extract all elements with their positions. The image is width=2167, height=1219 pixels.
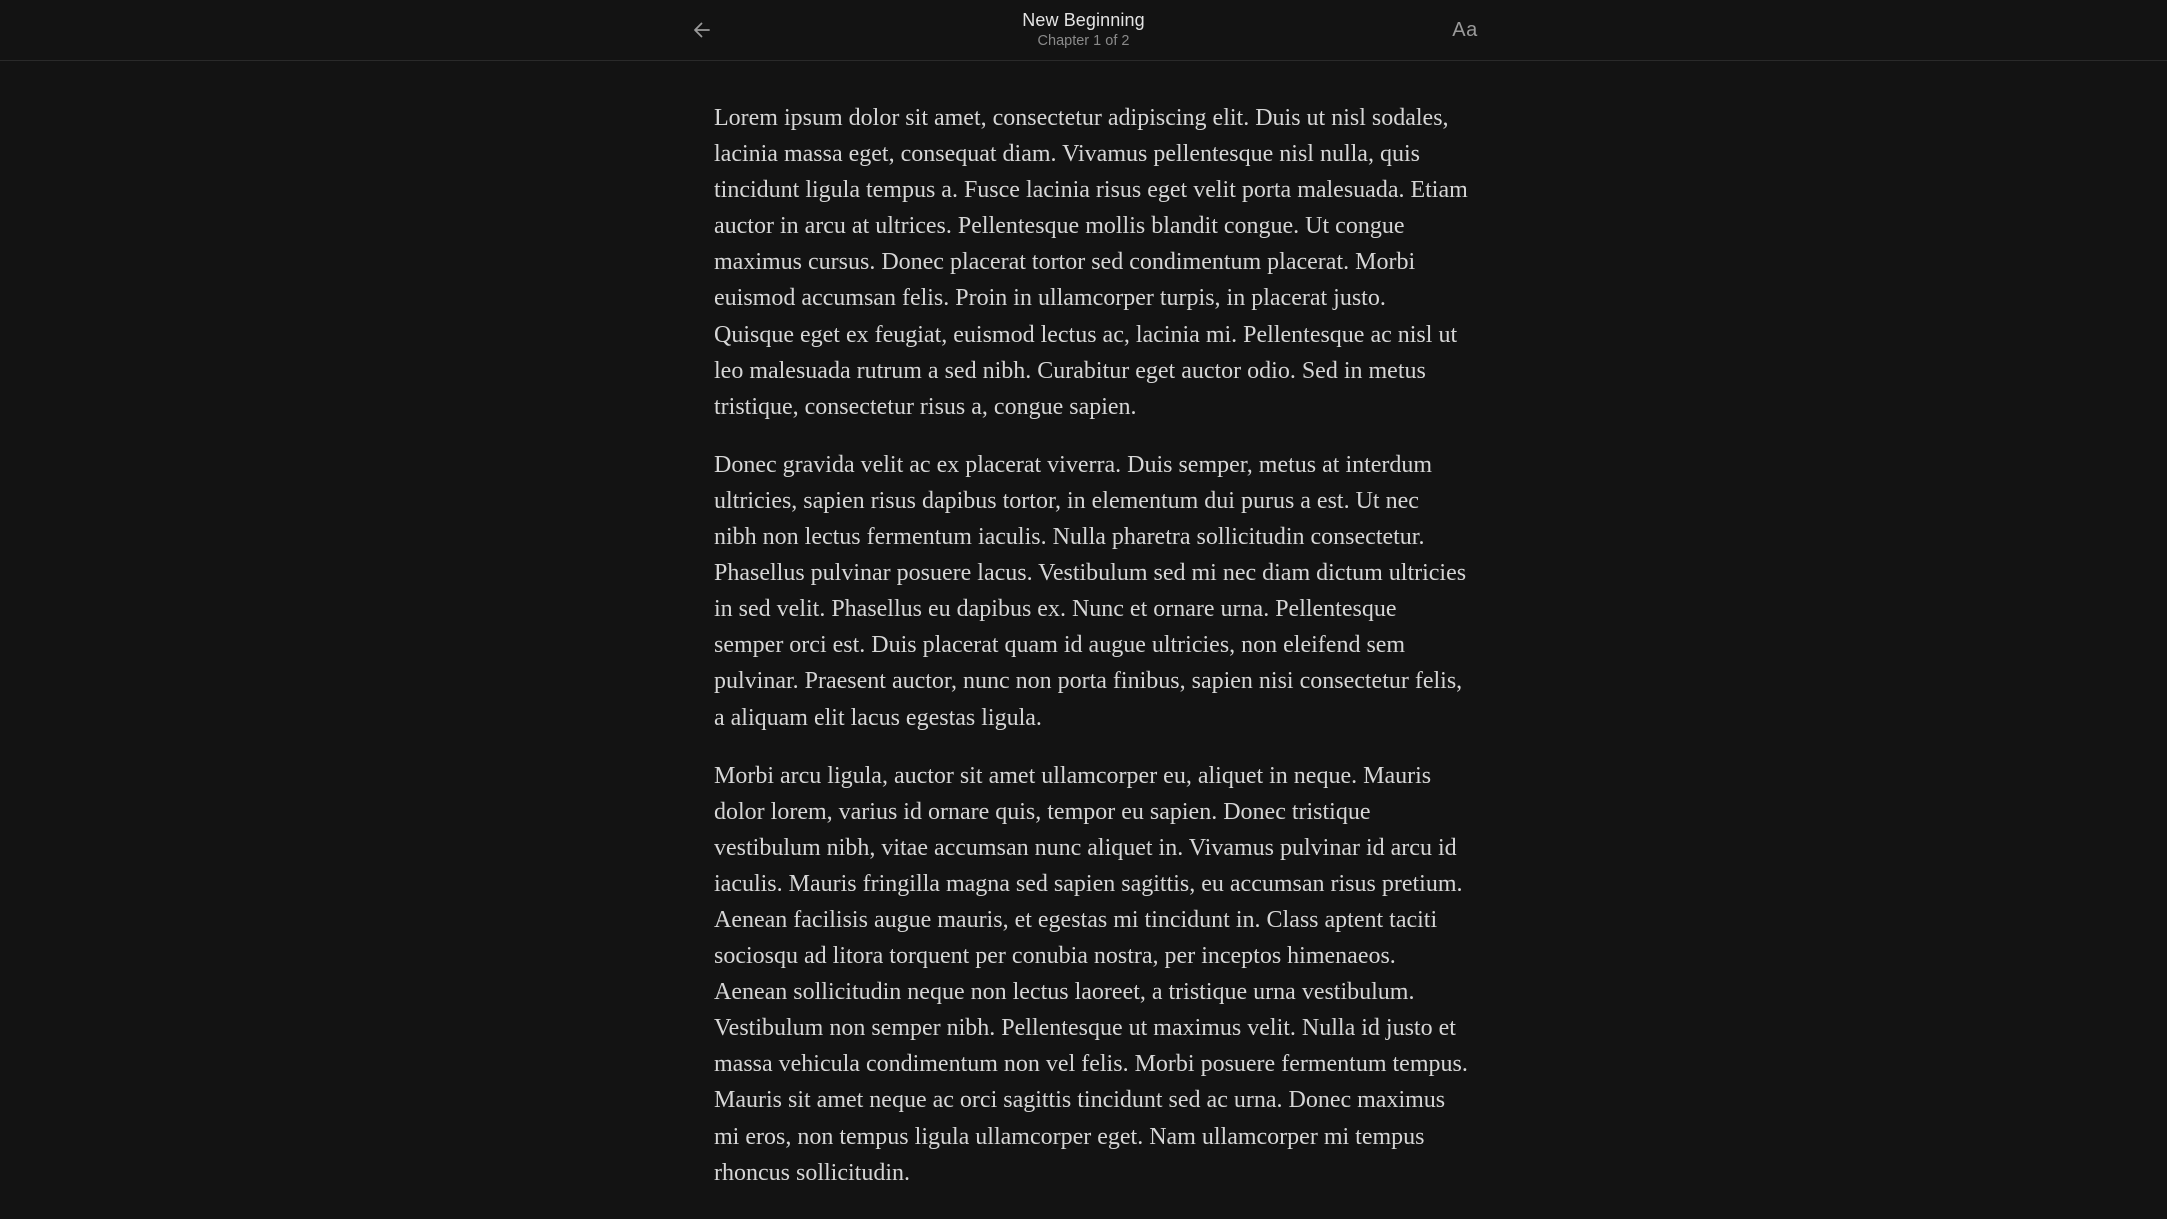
text-line: Quisque eget ex feugiat, euismod lectus ac, lacinia mi. Pellentesque ac nisl ut — [714, 321, 1458, 348]
text-line: Morbi arcu ligula, auctor sit amet ullamcorper eu, aliquet in neque. Mauris — [714, 762, 1432, 789]
text-line: rhoncus sollicitudin. — [714, 1159, 910, 1186]
text-line: iaculis. Mauris fringilla magna sed sapien sagittis, eu accumsan risus pretium. — [714, 870, 1463, 897]
text-line: tristique, consectetur risus a, congue sapien. — [714, 393, 1137, 420]
text-line: pulvinar. Praesent auctor, nunc non porta finibus, sapien nisi consectetur felis, — [714, 668, 1463, 695]
paragraph-3 — [714, 758, 1468, 1191]
text-line: lacinia massa eget, consequat diam. Vivamus pellentesque nisl nulla, quis — [714, 141, 1420, 168]
text-line: Lorem ipsum dolor sit amet, consectetur adipiscing elit. Duis ut nisl sodales, — [714, 105, 1449, 131]
text-line: Aenean facilisis augue mauris, et egestas mi tincidunt in. Class aptent taciti — [714, 906, 1438, 933]
text-line: auctor in arcu at ultrices. Pellentesque mollis blandit congue. Ut congue — [714, 213, 1405, 240]
text-line: tincidunt ligula tempus a. Fusce lacinia risus eget velit porta malesuada. Etiam — [714, 177, 1468, 204]
chapter-indicator: Chapter 1 of 2 — [1037, 33, 1130, 49]
text-size-icon: Aa — [1452, 18, 1478, 41]
paragraph-2 — [714, 447, 1467, 736]
text-line: in sed velit. Phasellus eu dapibus ex. Nunc et ornare urna. Pellentesque — [714, 596, 1397, 623]
book-title: New Beginning — [1022, 10, 1145, 30]
text-line: Donec gravida velit ac ex placerat viverra. Duis semper, metus at interdum — [714, 451, 1433, 478]
text-line: sociosqu ad litora torquent per conubia nostra, per inceptos himenaeos. — [714, 943, 1396, 970]
reader-header — [0, 0, 2167, 61]
arrow-left-icon — [692, 20, 712, 40]
text-line: mi eros, non tempus ligula ullamcorper eget. Nam ullamcorper mi tempus — [714, 1123, 1425, 1150]
text-line: Vestibulum non semper nibh. Pellentesque ut maximus velit. Nulla id justo et — [714, 1015, 1456, 1042]
paragraph-1 — [714, 100, 1468, 425]
text-line: nibh non lectus fermentum iaculis. Nulla pharetra sollicitudin consectetur. — [714, 524, 1425, 551]
font-settings-button[interactable] — [1448, 14, 1482, 46]
text-line: semper orci est. Duis placerat quam id augue ultricies, non eleifend sem — [714, 632, 1406, 659]
text-line: leo malesuada rutrum a sed nibh. Curabitur eget auctor odio. Sed in metus — [714, 357, 1426, 384]
back-button[interactable] — [686, 14, 718, 46]
text-line: massa vehicula condimentum non vel felis. Morbi posuere fermentum tempus. — [714, 1051, 1468, 1078]
text-line: Phasellus pulvinar posuere lacus. Vestibulum sed mi nec diam dictum ultricies — [714, 560, 1467, 587]
chapter-content — [714, 100, 1468, 1213]
text-line: maximus cursus. Donec placerat tortor sed condimentum placerat. Morbi — [714, 249, 1416, 276]
text-line: Aenean sollicitudin neque non lectus laoreet, a tristique urna vestibulum. — [714, 979, 1415, 1006]
title-block — [0, 9, 2167, 51]
text-line: a aliquam elit lacus egestas ligula. — [714, 704, 1042, 731]
text-line: ultricies, sapien risus dapibus tortor, in elementum dui purus a est. Ut nec — [714, 487, 1419, 514]
text-line: euismod accumsan felis. Proin in ullamcorper turpis, in placerat justo. — [714, 285, 1386, 312]
text-line: vestibulum nibh, vitae accumsan nunc aliquet in. Vivamus pulvinar id arcu id — [714, 834, 1457, 861]
text-line: dolor lorem, varius id ornare quis, tempor eu sapien. Donec tristique — [714, 798, 1371, 825]
text-line: Mauris sit amet neque ac orci sagittis tincidunt sed ac urna. Donec maximus — [714, 1087, 1446, 1114]
